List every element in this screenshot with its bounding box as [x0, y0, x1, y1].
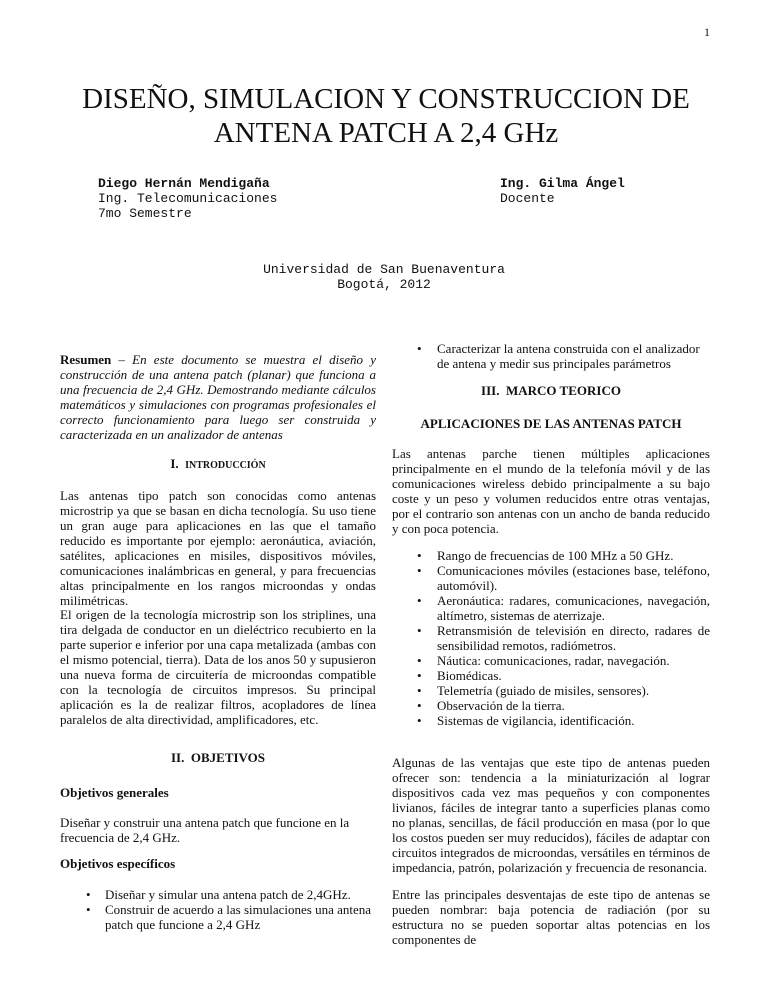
general-objectives-heading: Objetivos generales — [60, 785, 169, 800]
marco-teorico-paragraph-3: Entre las principales desventajas de este tipo de antenas se pueden nombrar: baja potencia de radiación (por su estructura no se pueden soportar altas potencias en los componentes de — [392, 887, 710, 947]
introduction-paragraph-2: El origen de la tecnología microstrip son los striplines, una tira delgada de conductor en un dieléctrico recubierto en la parte superior e inferior por una capa metalizada (ambas con el mismo potencial, tierra). Data de los anos 50 y supusieron una nueva forma de circuitería de microondas compatible con la tecnología de circuitos impresos. Su principal aplicación es la de realizar filtros, acopladores de línea paralelos de alta directividad, amplificadores, etc. — [60, 607, 376, 727]
list-item: • Caracterizar la antena construida con el analizador de antena y medir sus principales parámetros — [417, 341, 700, 371]
applications-list — [392, 548, 710, 728]
author-semester: 7mo Semestre — [98, 206, 192, 221]
list-item: • Biomédicas. — [417, 668, 502, 683]
abstract-text: En este documento se muestra el diseño y construcción de una antena patch (planar) que funciona a una frecuencia de 2,4 GHz. Demostrando mediante cálculos matemáticos y simulaciones con programas profesionales el correcto funcionamiento para luego ser construida y caracterizada en un analizador de antenas — [60, 352, 376, 442]
author-name: Ing. Gilma Ángel — [500, 176, 625, 191]
list-item: • Aeronáutica: radares, comunicaciones, navegación, altímetro, sistemas de aterrizaje. — [417, 593, 710, 623]
marco-teorico-paragraph-1: Las antenas parche tienen múltiples aplicaciones principalmente en el mundo de la telefonía móvil y de las comunicaciones wireless debido principalmente a su bajo coste y un peso y volumen reducidos entre otras ventajas, por el contrario son antenas con un ancho de banda reducido y con poca potencia. — [392, 446, 710, 536]
author-program: Ing. Telecomunicaciones — [98, 191, 278, 206]
list-item: • Telemetría (guiado de misiles, sensores). — [417, 683, 650, 698]
introduction-paragraph-1: Las antenas tipo patch son conocidas como antenas microstrip ya que se basan en dicha tecnología. Su uso tiene un gran auge para aplicaciones en las que el tamaño reducido es importante por ejemplo: aeronáutica, aviación, satélites, aplicaciones en misiles, dispositivos móviles, comunicaciones inalámbricas en general, y para frecuencias altas principalmente en los rangos microondas y ondas milimétricas. — [60, 488, 376, 608]
specific-objectives-list — [60, 887, 376, 932]
abstract-label: Resumen — [60, 352, 112, 367]
page-number: 1 — [704, 25, 710, 39]
subheading-aplicaciones: APLICACIONES DE LAS ANTENAS PATCH — [420, 416, 682, 431]
abstract: Resumen – En este documento se muestra el diseño y construcción de una antena patch (planar) que funciona a una frecuencia de 2,4 GHz. Demostrando mediante cálculos matemáticos y simulaciones con programas profesionales el correcto funcionamiento para luego ser construida y caracterizada en un analizador de antenas — [60, 352, 376, 442]
university-name: Universidad de San Buenaventura — [263, 262, 505, 277]
list-item: • Observación de la tierra. — [417, 698, 565, 713]
city-year: Bogotá, 2012 — [337, 277, 431, 292]
author-block-2 — [500, 176, 625, 206]
list-item: • Sistemas de vigilancia, identificación. — [417, 713, 635, 728]
section-heading-marco-teorico: III. MARCO TEORICO — [481, 383, 621, 398]
list-item: • Náutica: comunicaciones, radar, navegación. — [417, 653, 670, 668]
affiliation — [0, 262, 768, 292]
author-block-1 — [98, 176, 277, 221]
specific-objectives-heading: Objetivos específicos — [60, 856, 176, 871]
list-item: • Retransmisión de televisión en directo, radares de sensibilidad remotos, radiómetros. — [417, 623, 710, 653]
section-heading-introduction: I. INTRODUCCIÓN — [170, 456, 266, 471]
author-role: Docente — [500, 191, 555, 206]
general-objectives-text: Diseñar y construir una antena patch que funcione en la frecuencia de 2,4 GHz. — [60, 815, 350, 845]
marco-teorico-paragraph-2: Algunas de las ventajas que este tipo de antenas pueden ofrecer son: tendencia a la miniaturización al lograr dispositivos cada vez mas pequeños y con componentes livianos, fáciles de integrar tanto a superficies planas como no planas, sencillas, de fácil producción en masa (por lo que los costos pueden ser muy reducidos), fáciles de adaptar con circuitos integrados de microondas, versátiles en términos de impedancia, patrón, polarización y frecuencia de resonancia. — [392, 755, 710, 875]
list-item: • Rango de frecuencias de 100 MHz a 50 GHz. — [417, 548, 674, 563]
list-item: • Construir de acuerdo a las simulaciones una antena patch que funcione a 2,4 GHz — [86, 902, 372, 932]
author-name: Diego Hernán Mendigaña — [98, 176, 270, 191]
list-item: • Comunicaciones móviles (estaciones base, teléfono, automóvil). — [417, 563, 710, 593]
list-item: • Diseñar y simular una antena patch de 2,4GHz. — [86, 887, 351, 902]
specific-objectives-list-continued — [392, 341, 710, 371]
paper-title: DISEÑO, SIMULACION Y CONSTRUCCION DE ANTENA PATCH A 2,4 GHz — [82, 83, 690, 149]
section-heading-objetivos: II. OBJETIVOS — [170, 750, 266, 765]
